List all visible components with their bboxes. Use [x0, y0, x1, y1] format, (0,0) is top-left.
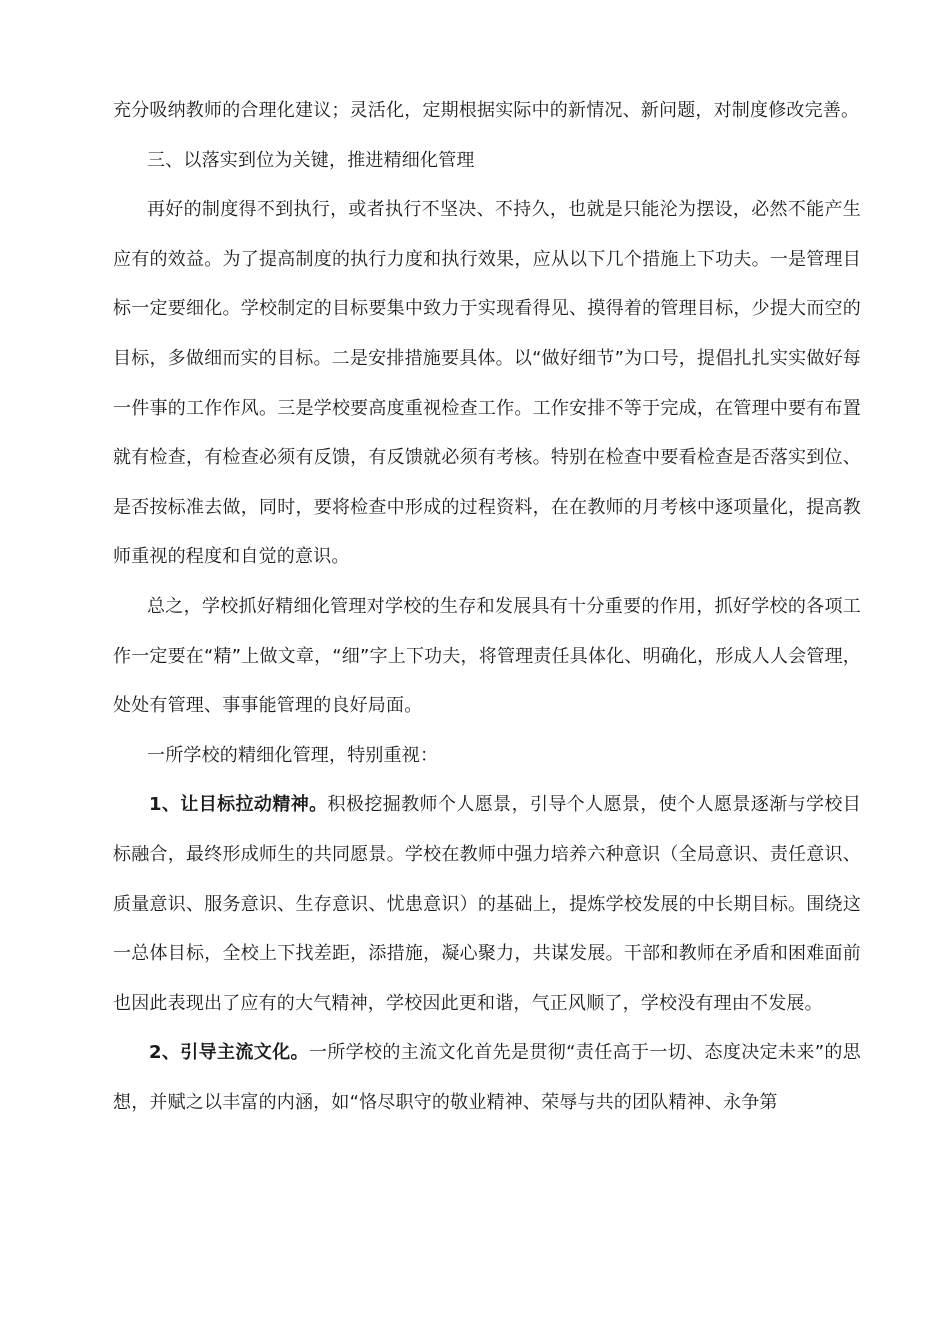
list-item-body: 一所学校的主流文化首先是贯彻“责任高于一切、态度决定未来”的思想，并赋之以丰富的内涵，如“恪尽职守的敬业精神、荣辱与共的团队精神、永争第: [113, 1042, 861, 1113]
paragraph-continuation: 充分吸纳教师的合理化建议；灵活化，定期根据实际中的新情况、新问题，对制度修改完善。: [113, 100, 860, 121]
section-heading: 三、以落实到位为关键，推进精细化管理: [147, 149, 475, 171]
list-item-goal: [113, 780, 861, 1028]
paragraph-conclusion: 总之，学校抓好精细化管理对学校的生存和发展具有十分重要的作用，抓好学校的各项工作一定要在“精”上做文章，“细”字上下功夫，将管理责任具体化、明确化，形成人人会管理，处处有管理、事事能管理的良好局面。: [113, 595, 861, 717]
list-item-lead: 2、引导主流文化。: [149, 1042, 309, 1064]
list-item-body: 积极挖掘教师个人愿景，引导个人愿景，使个人愿景逐渐与学校目标融合，最终形成师生的共同愿景。学校在教师中强力培养六种意识（全局意识、责任意识、质量意识、服务意识、生存意识、忧患意识）的基础上，提炼学校发展的中长期目标。围绕这一总体目标，全校上下找差距，添措施，凝心聚力，共谋发展。干部和教师在矛盾和困难面前也因此表现出了应有的大气精神，学校因此更和谐，气正风顺了，学校没有理由不发展。: [113, 794, 861, 1014]
list-item-culture: [113, 1028, 861, 1127]
paragraph-implementation: 再好的制度得不到执行，或者执行不坚决、不持久，也就是只能沦为摆设，必然不能产生应有的效益。为了提高制度的执行力度和执行效果，应从以下几个措施上下功夫。一是管理目标一定要细化。学校制定的目标要集中致力于实现看得见、摸得着的管理目标，少提大而空的目标，多做细而实的目标。二是安排措施要具体。以“做好细节”为口号，提倡扎扎实实做好每一件事的工作作风。三是学校要高度重视检查工作。工作安排不等于完成，在管理中要有布置就有检查，有检查必须有反馈，有反馈就必须有考核。特别在检查中要看检查是否落实到位、是否按标准去做，同时，要将检查中形成的过程资料，在在教师的月考核中逐项量化，提高教师重视的程度和自觉的意识。: [113, 199, 861, 568]
document-body: [113, 86, 861, 1127]
paragraph-intro-list: 一所学校的精细化管理，特别重视：: [147, 744, 439, 766]
list-item-lead: 1、让目标拉动精神。: [149, 794, 328, 816]
